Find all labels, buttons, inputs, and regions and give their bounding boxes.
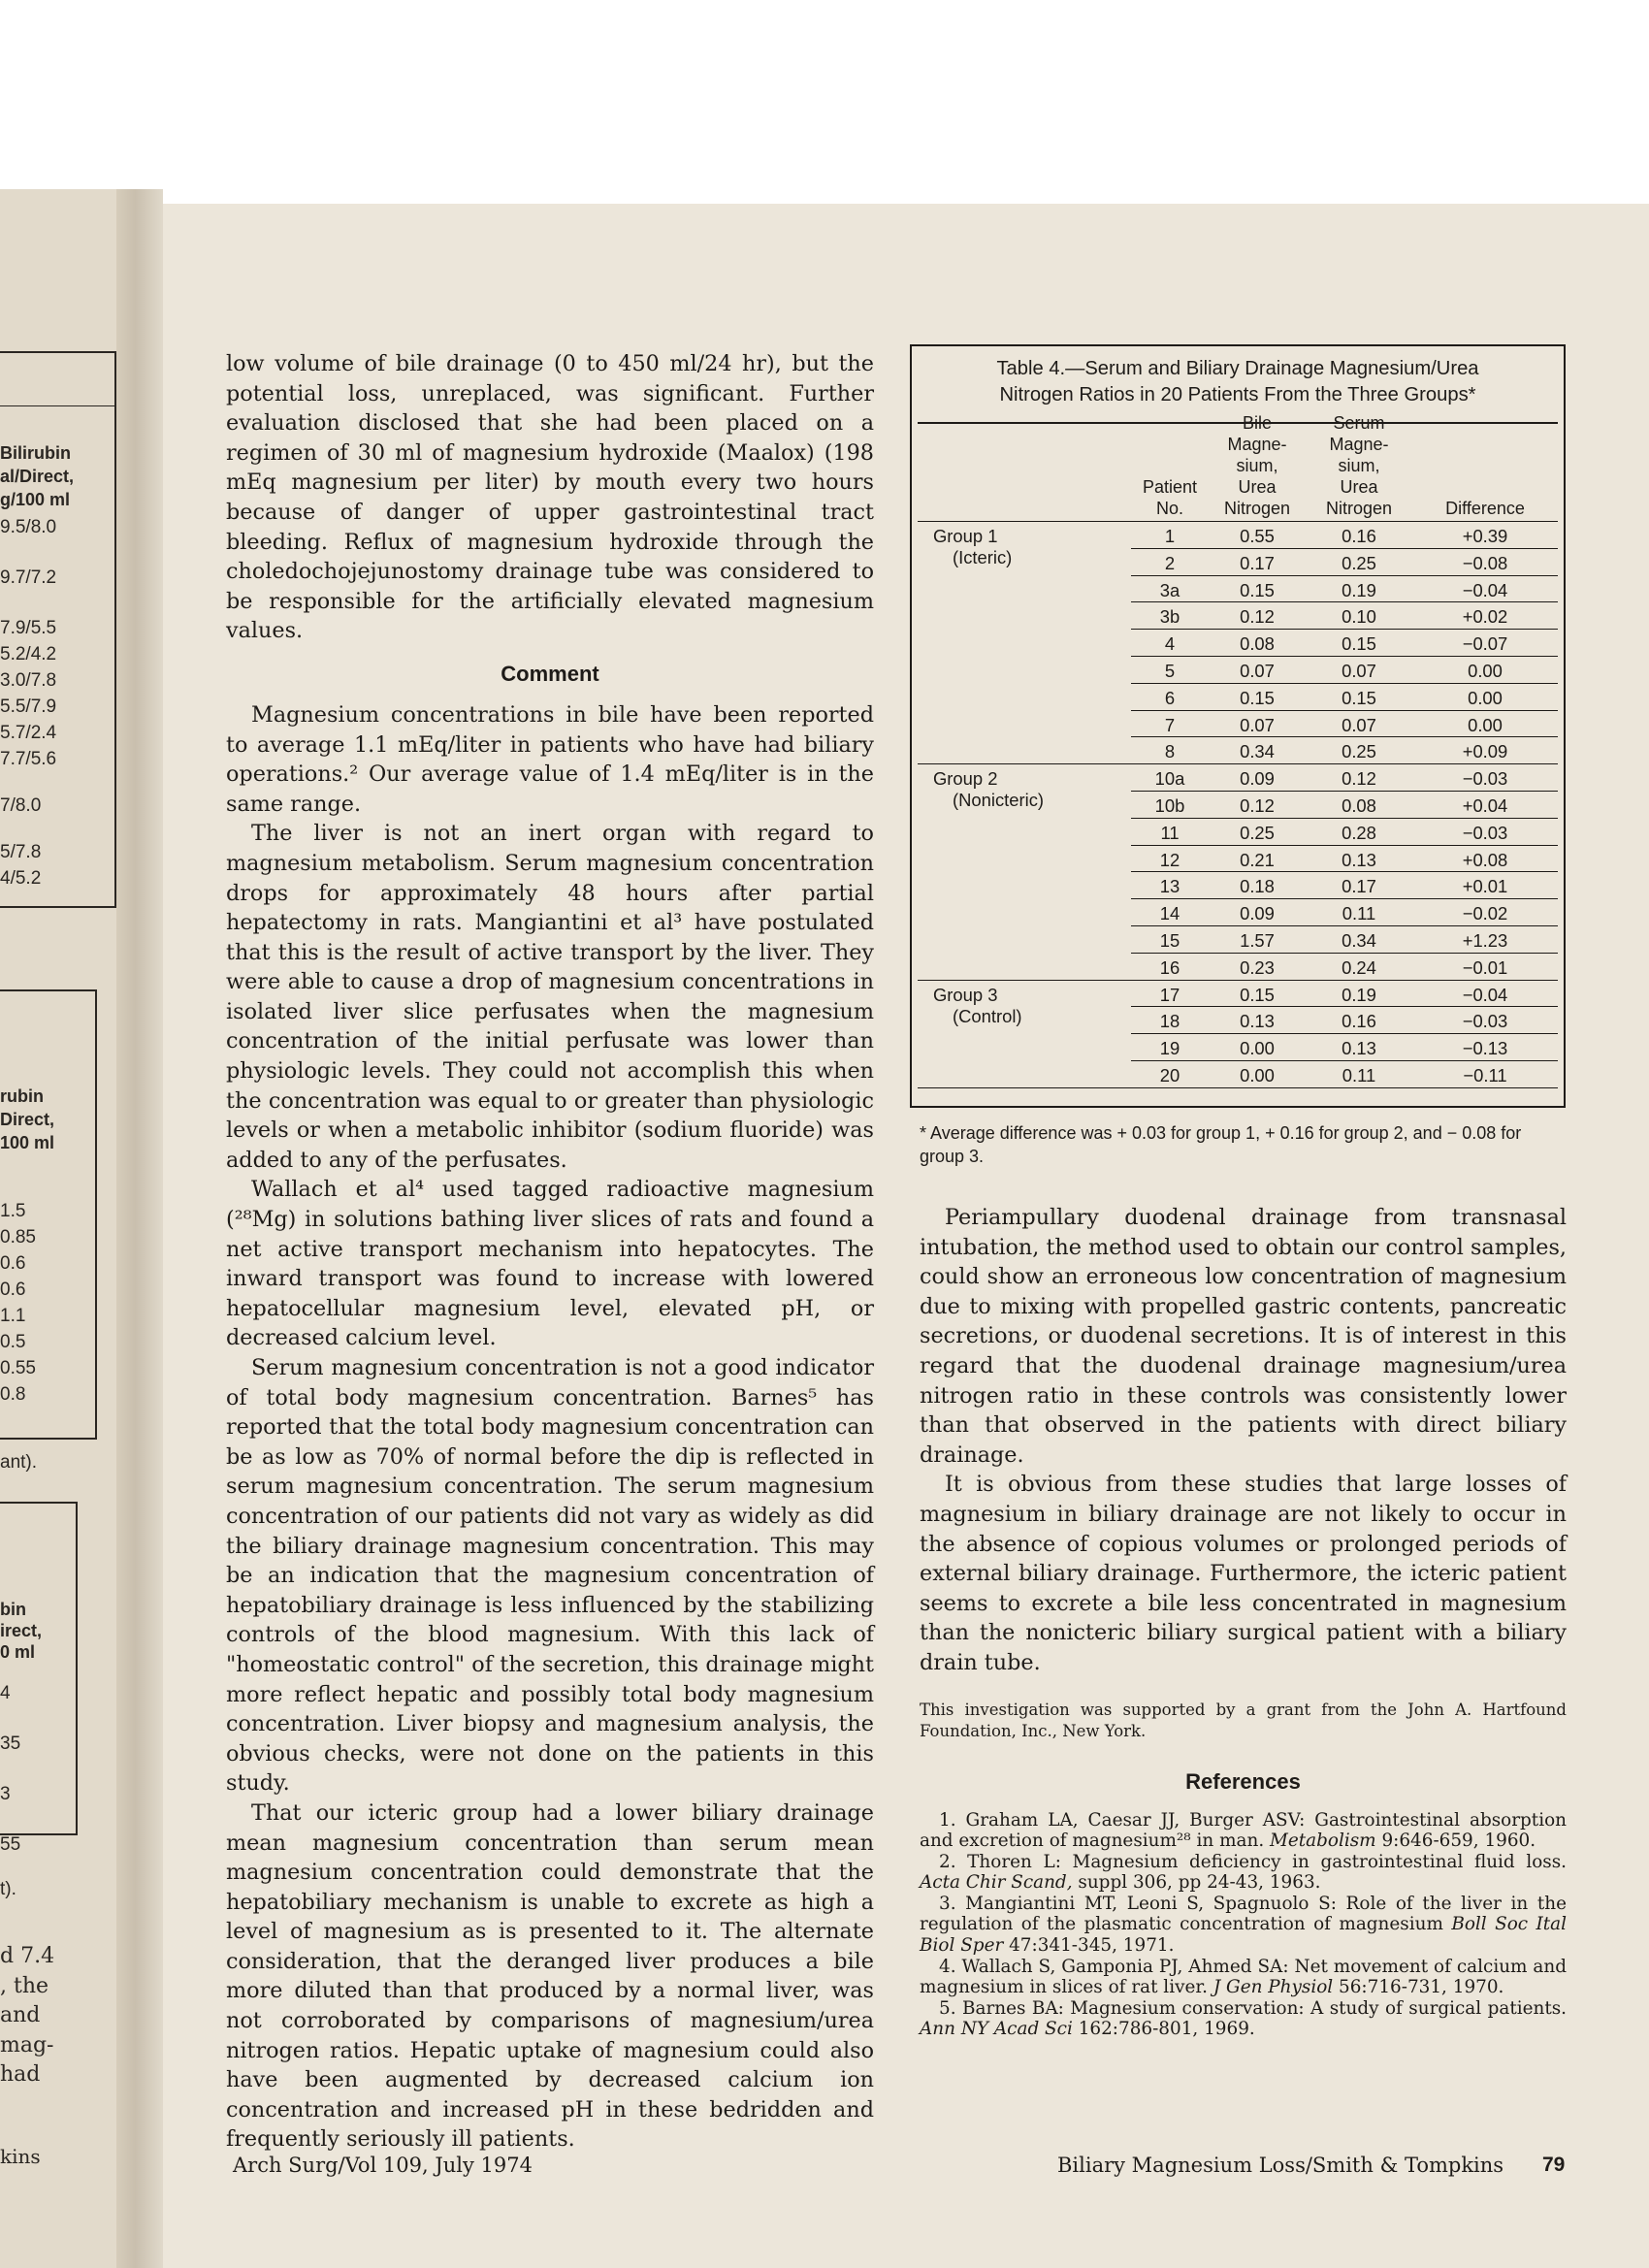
row-rule [918, 1087, 1558, 1088]
paragraph: low volume of bile drainage (0 to 450 ml/24 hr), but the potential loss, unreplaced, was significant. Further evaluation disclosed that she had been placed on a regimen of 30 ml of magnesium hydroxide (Maalox) (198 mEq magnesium per liter) by mouth every two hours because of danger of upper gastrointestinal tract bleeding. Reflux of magnesium hydroxide through the choledochojejunostomy drainage tube was considered to be responsible for the artificially elevated magnesium values. [226, 351, 874, 644]
comment-heading: Comment [501, 661, 599, 686]
paragraph: It is obvious from these studies that large losses of magnesium in biliary drainage are not likely to occur in the absence of copious volumes or prolonged periods of external biliary drainage. Furthermore, the icteric patient seems to excrete a bile less concentrated in magnesium than the nonicteric biliary surgical patient with a biliary drain tube. [920, 1472, 1567, 1675]
cell-difference: −0.04 [1462, 579, 1508, 600]
table-row [918, 899, 1558, 926]
cell-difference: +0.09 [1462, 741, 1508, 762]
cell-difference: −0.07 [1462, 633, 1508, 655]
cell-bile: 0.23 [1240, 956, 1275, 978]
cell-bile: 0.18 [1240, 876, 1275, 897]
cell-difference: −0.13 [1462, 1038, 1508, 1059]
cell-bile: 0.00 [1240, 1038, 1275, 1059]
cell-patient: 5 [1164, 660, 1176, 681]
cell-difference: −0.04 [1462, 984, 1508, 1005]
cell-bile: 0.09 [1240, 903, 1275, 924]
cell-patient: 13 [1159, 876, 1180, 897]
support-note: This investigation was supported by a grant from the John A. Hartfound Foundation, Inc., New York. [920, 1700, 1567, 1740]
cell-serum: 0.15 [1342, 687, 1376, 708]
table-header [918, 413, 1558, 521]
facing-table-3-header: bin irect, 0 ml [0, 1600, 43, 1662]
cell-difference: −0.03 [1462, 768, 1508, 790]
table-row [918, 872, 1558, 899]
header-serum: Serum Magne- sium, Urea Nitrogen [1325, 413, 1393, 518]
cell-bile: 0.55 [1240, 526, 1275, 546]
cell-serum: 0.10 [1342, 606, 1376, 628]
table-row [918, 846, 1558, 873]
table-footnote: * Average difference was + 0.03 for group 1, + 0.16 for group 2, and − 0.08 for group 3. [920, 1123, 1522, 1166]
reference-item: 2. Thoren L: Magnesium deficiency in gastrointestinal fluid loss. Acta Chir Scand, suppl 306, pp 24-43, 1963. [920, 1851, 1567, 1894]
group-label: Group 2 (Nonicteric) [933, 768, 1045, 811]
cell-serum: 0.08 [1342, 794, 1376, 816]
cell-patient: 20 [1159, 1064, 1180, 1085]
left-column [226, 349, 874, 2155]
cell-serum: 0.25 [1342, 552, 1376, 573]
cell-bile: 0.15 [1240, 984, 1275, 1005]
cell-serum: 0.16 [1342, 526, 1376, 546]
cell-patient: 4 [1164, 633, 1176, 655]
cell-serum: 0.34 [1342, 929, 1376, 951]
cell-bile: 0.25 [1240, 822, 1275, 843]
table-body [918, 521, 1558, 1088]
facing-fragment-text: t). [0, 1879, 16, 1899]
facing-table-3-rows: 4 35 3 55 [0, 1683, 21, 1855]
table-row [918, 1034, 1558, 1061]
cell-serum: 0.17 [1342, 876, 1376, 897]
table-row [918, 711, 1558, 738]
cell-serum: 0.24 [1342, 956, 1376, 978]
cell-bile: 0.34 [1240, 741, 1275, 762]
cell-patient: 14 [1159, 903, 1180, 924]
cell-bile: 0.15 [1240, 579, 1275, 600]
table-row [918, 549, 1558, 576]
table-row [918, 737, 1558, 764]
facing-body-fragment: d 7.4 , the and mag- had [0, 1944, 55, 2087]
cell-patient: 15 [1159, 929, 1180, 951]
cell-patient: 7 [1164, 714, 1176, 735]
cell-patient: 10b [1154, 794, 1185, 816]
table-row [918, 1061, 1558, 1088]
cell-patient: 10a [1154, 768, 1185, 790]
footer-right: Biliary Magnesium Loss/Smith & Tompkins [1057, 2154, 1504, 2177]
reference-item: 4. Wallach S, Gamponia PJ, Ahmed SA: Net movement of calcium and magnesium in slices of rat liver. J Gen Physiol 56:716-731, 1970. [920, 1956, 1567, 1998]
cell-patient: 3a [1159, 579, 1180, 600]
cell-patient: 16 [1159, 956, 1180, 978]
cell-patient: 11 [1160, 822, 1180, 843]
references-list [920, 1810, 1567, 2041]
group-label: Group 1 (Icteric) [933, 526, 1013, 567]
cell-serum: 0.13 [1342, 849, 1376, 870]
cell-difference: −0.02 [1462, 903, 1508, 924]
cell-difference: +0.02 [1462, 606, 1508, 628]
cell-difference: −0.08 [1462, 552, 1508, 573]
cell-difference: 0.00 [1468, 714, 1503, 735]
facing-footer-fragment: kins [0, 2145, 41, 2168]
paragraph: Wallach et al⁴ used tagged radioactive magnesium (²⁸Mg) in solutions bathing liver slices of rats and found a net active transport mechanism into hepatocytes. The inward transport was found to increase with lowered hepatocellular magnesium level, elevated pH, or decreased calcium level. [226, 1177, 874, 1351]
table-row [918, 630, 1558, 657]
cell-difference: 0.00 [1468, 687, 1503, 708]
cell-serum: 0.15 [1342, 633, 1376, 655]
cell-bile: 0.00 [1240, 1064, 1275, 1085]
cell-bile: 0.12 [1240, 606, 1275, 628]
reference-item: 1. Graham LA, Caesar JJ, Burger ASV: Gastrointestinal absorption and excretion of magnesium²⁸ in man. Metabolism 9:646-659, 1960. [920, 1809, 1567, 1852]
reference-item: 3. Mangiantini MT, Leoni S, Spagnuolo S: Role of the liver in the regulation of the plasmatic concentration of magnesium Boll Soc Ital Biol Sper 47:341-345, 1971. [920, 1893, 1567, 1957]
table-row [918, 602, 1558, 630]
header-bile: Bile Magne- sium, Urea Nitrogen [1223, 413, 1291, 518]
cell-serum: 0.12 [1342, 768, 1376, 790]
cell-patient: 6 [1164, 687, 1176, 708]
facing-rule [0, 405, 114, 406]
cell-difference: +0.01 [1462, 876, 1508, 897]
cell-serum: 0.19 [1342, 984, 1376, 1005]
cell-serum: 0.28 [1342, 822, 1376, 843]
paragraph: That our icteric group had a lower biliary drainage mean magnesium concentration than serum mean magnesium concentration could demonstrate that the hepatobiliary mechanism is unable to excrete as high a level of magnesium as is presented to it. The alternate consideration, that the deranged liver produces a bile more diluted than that produced by a normal liver, was not corroborated by comparisons of magnesium/urea nitrogen ratios. Hepatic uptake of magnesium could also have been augmented by decreased calcium ion concentration and increased pH in these bedridden and frequently seriously ill patients. [226, 1799, 874, 2153]
paragraph: Periampullary duodenal drainage from transnasal intubation, the method used to obtain our control samples, could show an erroneous low concentration of magnesium due to mixing with propelled gastric contents, pancreatic secretions, or duodenal secretions. It is of interest in this regard that the duodenal drainage magnesium/urea nitrogen ratio in these controls was consistently lower than that observed in the patients with direct biliary drainage. [920, 1205, 1567, 1468]
cell-bile: 0.17 [1240, 552, 1275, 573]
cell-serum: 0.11 [1342, 1064, 1376, 1085]
cell-difference: −0.01 [1462, 956, 1508, 978]
cell-patient: 12 [1159, 849, 1180, 870]
facing-table-2-header: rubin Direct, 100 ml [0, 1086, 55, 1152]
cell-bile: 0.13 [1240, 1011, 1275, 1032]
cell-serum: 0.25 [1342, 741, 1376, 762]
cell-difference: −0.03 [1462, 822, 1508, 843]
paragraph: Serum magnesium concentration is not a good indicator of total body magnesium concentration. Barnes⁵ has reported that the total body magnesium concentration can be as low as 70% of normal before the dip is reflected in serum magnesium concentration. The serum magnesium concentration of our patients did not vary as widely as did the biliary drainage magnesium concentration. This may be an indication that the magnesium concentration of hepatobiliary drainage is less influenced by the stabilizing controls of the blood magnesium. With this lack of "homeostatic control" of the secretion, this drainage might more reflect hepatic and possibly total body magnesium concentration. Liver biopsy and magnesium analysis, the obvious checks, were not done on the patients in this study. [226, 1355, 874, 1797]
paragraph: The liver is not an inert organ with regard to magnesium metabolism. Serum magnesium concentration drops for approximately 48 hours after partial hepatectomy in rats. Mangiantini et al³ have postulated that this is the result of active transport by the liver. They were able to cause a drop of magnesium concentrations in isolated liver slice perfusates when the magnesium concentration of the initial perfusate was lower than physiologic levels. They could not accomplish this when the concentration was equal to or greater than physiologic levels or when a metabolic inhibitor (sodium fluoride) was added to any of the perfusates. [226, 821, 874, 1173]
facing-table-1-rows: 9.5/8.0 9.7/7.2 7.9/5.5 5.2/4.2 3.0/7.8 5.5/7.9 5.7/2.4 7.7/5.6 7/8.0 5/7.8 4/5.2 [0, 517, 57, 889]
cell-difference: −0.11 [1463, 1064, 1507, 1085]
cell-patient: 19 [1159, 1038, 1180, 1059]
header-patient: Patient No. [1142, 477, 1198, 518]
right-column [920, 1203, 1567, 2040]
table-row [918, 684, 1558, 711]
cell-bile: 0.21 [1240, 849, 1275, 870]
cell-patient: 18 [1159, 1011, 1180, 1032]
cell-difference: +0.39 [1462, 526, 1508, 546]
cell-patient: 1 [1164, 526, 1176, 546]
facing-table-2-rows: 1.5 0.85 0.6 0.6 1.1 0.5 0.55 0.8 [0, 1201, 36, 1405]
cell-difference: −0.03 [1462, 1011, 1508, 1032]
cell-bile: 0.07 [1240, 714, 1275, 735]
cell-patient: 17 [1159, 984, 1180, 1005]
facing-table-1-header: Bilirubin al/Direct, g/100 ml [0, 443, 75, 509]
cell-patient: 2 [1164, 552, 1176, 573]
group-label: Group 3 (Control) [933, 984, 1022, 1026]
table-caption: Table 4.—Serum and Biliary Drainage Magnesium/Urea Nitrogen Ratios in 20 Patients From the Three Groups* [996, 358, 1479, 405]
cell-serum: 0.19 [1342, 579, 1376, 600]
table-row [918, 926, 1558, 954]
cell-serum: 0.07 [1342, 714, 1376, 735]
table-4 [910, 344, 1566, 1108]
cell-difference: +0.08 [1462, 849, 1508, 870]
page-number: 79 [1542, 2154, 1566, 2176]
table-row [918, 819, 1558, 846]
facing-fragment-text: ant). [0, 1452, 38, 1473]
cell-serum: 0.16 [1342, 1011, 1376, 1032]
table-row [918, 1007, 1558, 1034]
cell-serum: 0.13 [1342, 1038, 1376, 1059]
cell-bile: 0.08 [1240, 633, 1275, 655]
cell-serum: 0.11 [1342, 903, 1376, 924]
table-row [918, 954, 1558, 981]
cell-serum: 0.07 [1342, 660, 1376, 681]
references-heading: References [1185, 1768, 1301, 1794]
cell-bile: 0.12 [1240, 794, 1275, 816]
cell-difference: 0.00 [1468, 660, 1503, 681]
cell-bile: 0.15 [1240, 687, 1275, 708]
table-row [918, 657, 1558, 684]
table-row [918, 576, 1558, 603]
cell-difference: +1.23 [1462, 929, 1508, 951]
footer-left: Arch Surg/Vol 109, July 1974 [233, 2154, 533, 2177]
header-difference: Difference [1445, 499, 1525, 518]
table-row [918, 792, 1558, 819]
cell-bile: 0.09 [1240, 768, 1275, 790]
paragraph: Magnesium concentrations in bile have been reported to average 1.1 mEq/liter in patients who have had biliary operations.² Our average value of 1.4 mEq/liter is in the same range. [226, 701, 874, 817]
reference-item: 5. Barnes BA: Magnesium conservation: A study of surgical patients. Ann NY Acad Sci 162:786-801, 1969. [920, 1997, 1567, 2040]
cell-bile: 0.07 [1240, 660, 1275, 681]
cell-difference: +0.04 [1462, 794, 1508, 816]
cell-patient: 3b [1159, 606, 1180, 628]
page-gutter [116, 189, 163, 2268]
cell-patient: 8 [1164, 741, 1176, 762]
cell-bile: 1.57 [1240, 929, 1275, 951]
